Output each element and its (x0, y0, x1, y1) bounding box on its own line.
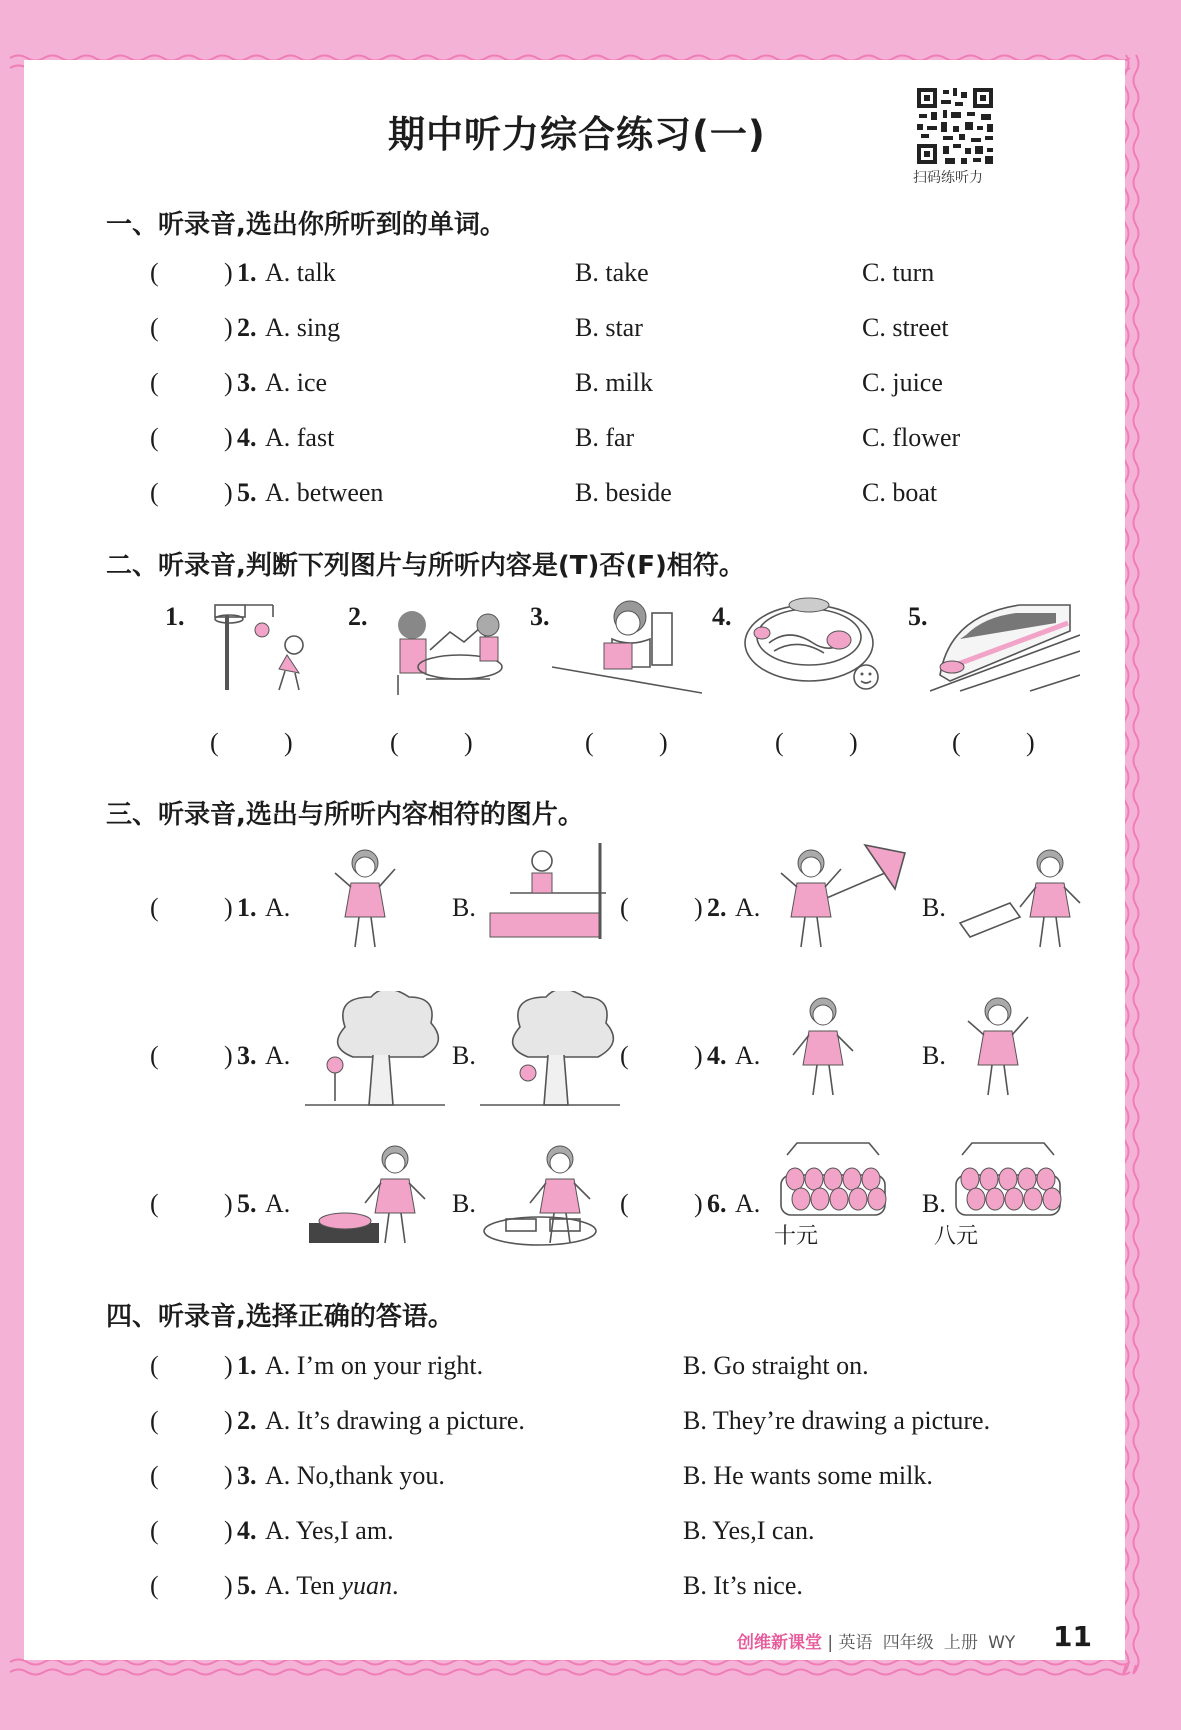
boy-at-table-picture[interactable] (480, 1139, 620, 1259)
children-at-table-picture[interactable] (370, 595, 520, 695)
price-label-a: 十元 (774, 1224, 819, 1249)
footer (737, 1628, 1015, 1653)
question-number: 4. (237, 1516, 257, 1545)
option-c[interactable]: C. flower (862, 423, 961, 452)
qr-code-icon[interactable] (915, 86, 995, 166)
option-c[interactable]: C. street (862, 313, 949, 342)
option-a[interactable]: A. sing (265, 313, 341, 342)
option-c[interactable]: C. boat (862, 478, 938, 507)
option-a-label[interactable]: A. (265, 893, 291, 922)
answer-blank-close: ) (224, 423, 233, 452)
question-number: 4. (237, 423, 257, 452)
answer-blank-open: ( (150, 313, 159, 342)
basketball-hoop-girl-picture[interactable] (187, 595, 337, 695)
question-number: 2. (707, 893, 727, 922)
answer-blank-close: ) (694, 1041, 703, 1070)
answer-blank-close: ) (224, 368, 233, 397)
question-number: 3. (237, 368, 257, 397)
answer-blank-open: ( (150, 1571, 159, 1600)
option-a[interactable]: A. I’m on your right. (265, 1351, 484, 1380)
page-title: 期中听力综合练习(一) (388, 113, 766, 156)
answer-blank-close: ) (224, 1406, 233, 1435)
option-c[interactable]: C. juice (862, 368, 943, 397)
answer-blank-close: ) (224, 1351, 233, 1380)
option-a[interactable]: A. Yes,I am. (265, 1516, 394, 1545)
girl-on-bed-picture[interactable] (480, 843, 620, 963)
option-a-text: A. Ten (265, 1571, 342, 1600)
option-b[interactable]: B. They’re drawing a picture. (683, 1406, 991, 1435)
question-number: 6. (707, 1189, 727, 1218)
answer-blank-open: ( (150, 423, 159, 452)
option-a[interactable]: A. talk (265, 258, 336, 287)
answer-blank-close: ) (659, 728, 668, 757)
answer-blank-close: ) (849, 728, 858, 757)
option-b-label[interactable]: B. (452, 893, 476, 922)
high-speed-train-picture[interactable] (930, 595, 1080, 695)
answer-blank-close: ) (224, 893, 233, 922)
option-a-suffix: . (391, 1571, 399, 1600)
girl-flying-kite-picture[interactable] (775, 843, 915, 963)
noodle-bowl-picture[interactable] (734, 595, 884, 695)
answer-blank-open: ( (585, 728, 594, 757)
answer-blank-close: ) (224, 1571, 233, 1600)
footer-edition: WY (988, 1633, 1016, 1653)
answer-blank-close: ) (224, 1041, 233, 1070)
answer-blank-open: ( (620, 1189, 629, 1218)
question-number: 3. (237, 1041, 257, 1070)
option-b[interactable]: B. take (575, 258, 649, 287)
answer-blank-close: ) (224, 1189, 233, 1218)
question-number: 5. (237, 1571, 257, 1600)
price-label-b: 八元 (934, 1224, 979, 1249)
question-number: 3. (237, 1461, 257, 1490)
option-b[interactable]: B. far (575, 423, 635, 452)
option-a-label[interactable]: A. (735, 893, 761, 922)
answer-blank-open: ( (150, 368, 159, 397)
question-number: 2. (237, 1406, 257, 1435)
dancing-girl-picture[interactable] (305, 843, 445, 963)
footer-grade: 四年级 (882, 1633, 934, 1653)
girl-waving-picture[interactable] (950, 991, 1090, 1111)
section4-heading: 四、听录音,选择正确的答语。 (106, 1302, 454, 1332)
answer-blank-open: ( (150, 1189, 159, 1218)
option-a-label[interactable]: A. (735, 1041, 761, 1070)
footer-volume: 上册 (943, 1633, 978, 1653)
option-b-label[interactable]: B. (452, 1041, 476, 1070)
option-b[interactable]: B. Yes,I can. (683, 1516, 815, 1545)
option-a[interactable]: A. It’s drawing a picture. (265, 1406, 525, 1435)
question-number: 2. (348, 602, 368, 631)
option-b-label[interactable]: B. (452, 1189, 476, 1218)
option-b-label[interactable]: B. (922, 1041, 946, 1070)
answer-blank-close: ) (284, 728, 293, 757)
option-b[interactable]: B. beside (575, 478, 672, 507)
option-a[interactable]: A. ice (265, 368, 328, 397)
question-number: 4. (707, 1041, 727, 1070)
option-a-label[interactable]: A. (265, 1189, 291, 1218)
option-a[interactable] (265, 1571, 398, 1601)
option-b[interactable]: B. Go straight on. (683, 1351, 869, 1380)
answer-blank-open: ( (210, 728, 219, 757)
section3-heading: 三、听录音,选出与所听内容相符的图片。 (106, 800, 584, 830)
option-b[interactable]: B. It’s nice. (683, 1571, 803, 1600)
footer-divider: | (822, 1633, 839, 1653)
question-number: 1. (237, 258, 257, 287)
answer-blank-open: ( (775, 728, 784, 757)
question-number: 5. (908, 602, 928, 631)
answer-blank-close: ) (1026, 728, 1035, 757)
girl-sweeping-picture[interactable] (950, 843, 1090, 963)
answer-blank-close: ) (694, 893, 703, 922)
question-number: 3. (530, 602, 550, 631)
answer-blank-open: ( (620, 1041, 629, 1070)
boy-standing-picture[interactable] (775, 991, 915, 1111)
answer-blank-open: ( (952, 728, 961, 757)
option-a-label[interactable]: A. (735, 1189, 761, 1218)
answer-blank-close: ) (224, 478, 233, 507)
answer-blank-open: ( (150, 893, 159, 922)
answer-blank-open: ( (150, 1516, 159, 1545)
answer-blank-close: ) (224, 1461, 233, 1490)
option-b[interactable]: B. star (575, 313, 643, 342)
answer-blank-open: ( (150, 1406, 159, 1435)
question-number: 2. (237, 313, 257, 342)
answer-blank-close: ) (224, 313, 233, 342)
answer-blank-close: ) (224, 1516, 233, 1545)
section2-heading: 二、听录音,判断下列图片与所听内容是(T)否(F)相符。 (106, 551, 745, 581)
footer-subject: 英语 (838, 1633, 873, 1653)
answer-blank-open: ( (150, 1041, 159, 1070)
child-under-tree-picture[interactable] (305, 991, 445, 1111)
question-number: 5. (237, 1189, 257, 1218)
qr-caption: 扫码练听力 (913, 170, 983, 186)
answer-blank-open: ( (390, 728, 399, 757)
answer-blank-open: ( (620, 893, 629, 922)
option-a-label[interactable]: A. (265, 1041, 291, 1070)
footer-brand: 创维新课堂 (737, 1633, 822, 1653)
answer-blank-close: ) (224, 258, 233, 287)
question-number: 5. (237, 478, 257, 507)
option-b[interactable]: B. He wants some milk. (683, 1461, 933, 1490)
option-a-italic: yuan (341, 1571, 392, 1600)
man-cooking-picture[interactable] (305, 1139, 445, 1259)
section1-heading: 一、听录音,选出你所听到的单词。 (106, 210, 506, 240)
answer-blank-close: ) (694, 1189, 703, 1218)
answer-blank-close: ) (464, 728, 473, 757)
boy-reading-picture[interactable] (552, 595, 702, 695)
option-c[interactable]: C. turn (862, 258, 935, 287)
question-number: 1. (237, 1351, 257, 1380)
option-a[interactable]: A. between (265, 478, 384, 507)
question-number: 1. (165, 602, 185, 631)
page-number: 11 (1053, 1620, 1092, 1653)
option-a[interactable]: A. fast (265, 423, 335, 452)
answer-blank-open: ( (150, 1461, 159, 1490)
option-b-label[interactable]: B. (922, 1189, 946, 1218)
answer-blank-open: ( (150, 258, 159, 287)
answer-blank-open: ( (150, 478, 159, 507)
question-number: 1. (237, 893, 257, 922)
child-climbing-tree-picture[interactable] (480, 991, 620, 1111)
option-b-label[interactable]: B. (922, 893, 946, 922)
question-number: 4. (712, 602, 732, 631)
answer-blank-open: ( (150, 1351, 159, 1380)
option-b[interactable]: B. milk (575, 368, 654, 397)
option-a[interactable]: A. No,thank you. (265, 1461, 445, 1490)
